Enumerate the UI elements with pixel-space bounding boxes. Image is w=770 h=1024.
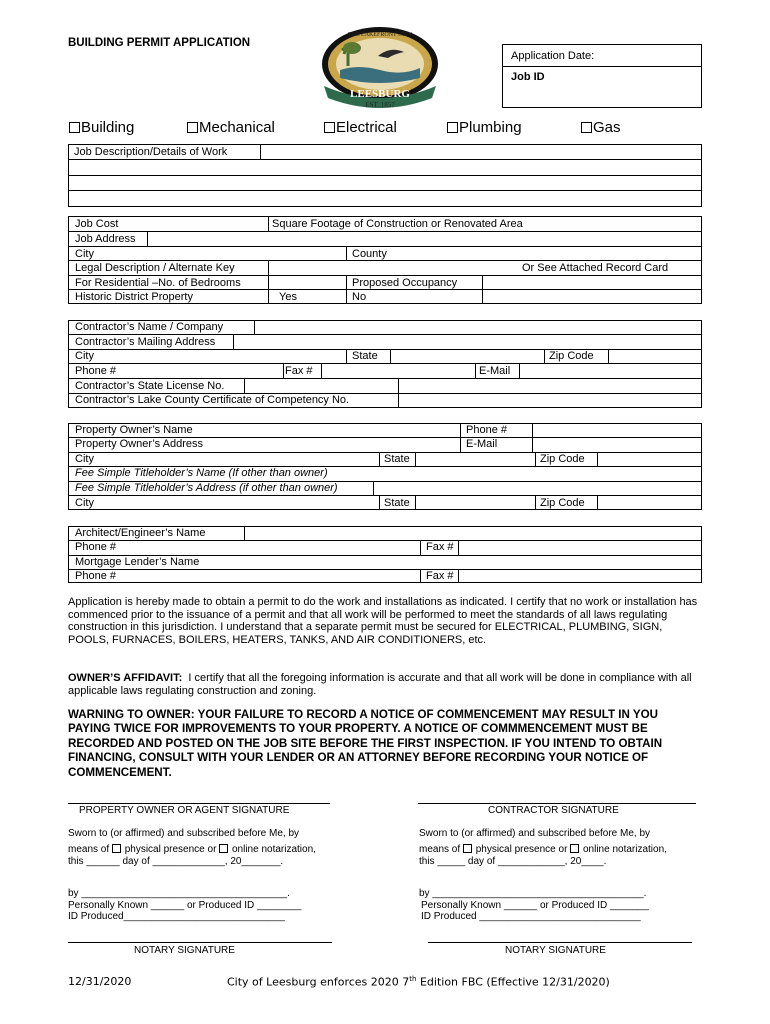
fee-simple-address-label: Fee Simple Titleholder’s Address (if other than owner)	[75, 482, 338, 494]
contractor-fax-label: Fax #	[285, 365, 313, 377]
contractor-state-label: State	[352, 350, 378, 362]
fee-city-label: City	[75, 497, 94, 509]
legal-description-label: Legal Description / Alternate Key	[75, 262, 235, 274]
owner-state-label: State	[384, 453, 410, 465]
historic-no-label: No	[352, 291, 367, 303]
lender-phone-label: Phone #	[75, 570, 116, 582]
notary-signature-line-left[interactable]	[68, 942, 332, 943]
online-notarization-checkbox-right[interactable]	[570, 844, 579, 853]
contractor-email-label: E-Mail	[479, 365, 511, 377]
checkbox-electrical[interactable]: Electrical	[324, 119, 397, 136]
by-left[interactable]: by _____________________________________.	[68, 888, 290, 899]
notice-of-commencement-warning: WARNING TO OWNER: YOUR FAILURE TO RECORD A NOTICE OF COMMENCEMENT MAY RESULT IN YOU PAYING TWICE FOR IMPROVEMENTS TO YOUR PROPERTY. A NOTICE OF COMMMENCEMENT MUST BE RECORDED AND POSTED ON THE JOB SITE BEFORE THE FIRST INSPECTION. IF YOU INTEND TO OBTAIN FINANCING, CONSULT WITH YOUR LENDER OR AN ATTORNEY BEFORE RECORDING YOUR NOTICE OF COMMENCEMENT.	[68, 708, 663, 779]
job-id-label: Job ID	[511, 71, 545, 83]
architect-fax-label: Fax #	[426, 541, 454, 553]
notary-signature-label-left: NOTARY SIGNATURE	[134, 945, 235, 956]
footer-code-statement: City of Leesburg enforces 2020 7th Edition FBC (Effective 12/31/2020)	[227, 975, 610, 989]
owner-city-label: City	[75, 453, 94, 465]
id-produced-right[interactable]: ID Produced _____________________________	[421, 911, 641, 922]
fee-state-label: State	[384, 497, 410, 509]
svg-text:EST. 1857: EST. 1857	[365, 101, 395, 108]
sworn-left: Sworn to (or affirmed) and subscribed before Me, by	[68, 828, 300, 839]
county-label: County	[352, 248, 387, 260]
physical-presence-checkbox-right[interactable]	[463, 844, 472, 853]
contractor-competency-label: Contractor’s Lake County Certificate of Competency No.	[75, 394, 350, 406]
this-day-right[interactable]: this _____ day of ____________, 20____.	[419, 856, 607, 867]
contractor-license-label: Contractor’s State License No.	[75, 380, 225, 392]
physical-presence-checkbox-left[interactable]	[112, 844, 121, 853]
see-attached-label: Or See Attached Record Card	[522, 262, 669, 274]
owner-zip-label: Zip Code	[540, 453, 585, 465]
owner-phone-label: Phone #	[466, 424, 507, 436]
fee-zip-label: Zip Code	[540, 497, 585, 509]
means-right: means of physical presence or online notarization,	[419, 844, 667, 855]
contractor-zip-label: Zip Code	[549, 350, 594, 362]
contractor-city-label: City	[75, 350, 94, 362]
contractor-mailing-label: Contractor’s Mailing Address	[75, 336, 216, 348]
city-seal-logo	[318, 26, 442, 108]
this-day-left[interactable]: this ______ day of _____________, 20_______.	[68, 856, 284, 867]
contractor-signature-label: CONTRACTOR SIGNATURE	[488, 805, 619, 816]
owner-address-label: Property Owner’s Address	[75, 438, 203, 450]
contractor-name-label: Contractor’s Name / Company	[75, 321, 224, 333]
svg-text:LEESBURG: LEESBURG	[350, 88, 410, 100]
job-city-label: City	[75, 248, 94, 260]
owner-signature-label: PROPERTY OWNER OR AGENT SIGNATURE	[79, 805, 290, 816]
square-footage-label: Square Footage of Construction or Renovated Area	[272, 218, 523, 230]
footer-date: 12/31/2020	[68, 975, 132, 988]
form-title: BUILDING PERMIT APPLICATION	[68, 37, 251, 49]
lender-name-label: Mortgage Lender’s Name	[75, 556, 200, 568]
historic-yes-label: Yes	[279, 291, 297, 303]
application-statement: Application is hereby made to obtain a permit to do the work and installations as indicated. I certify that no work or installation has commenced prior to the issuance of a permit and that all work will be performed to meet the standards of all laws regulating construction in this jurisdiction. I understand that a separate permit must be secured for ELECTRICAL, PLUMBING, SIGN, POOLS, FURNACES, BOILERS, HEATERS, TANKS, AND AIR CONDITIONERS, etc.	[68, 596, 698, 646]
historic-district-label: Historic District Property	[75, 291, 193, 303]
architect-phone-label: Phone #	[75, 541, 116, 553]
by-right[interactable]: by ______________________________________.	[419, 888, 647, 899]
job-cost-label: Job Cost	[75, 218, 119, 230]
personally-known-right[interactable]: Personally Known ______ or Produced ID _______	[421, 900, 649, 911]
owner-name-label: Property Owner’s Name	[75, 424, 193, 436]
means-left: means of physical presence or online notarization,	[68, 844, 316, 855]
application-date-label: Application Date:	[511, 50, 595, 62]
sworn-right: Sworn to (or affirmed) and subscribed before Me, by	[419, 828, 651, 839]
fee-simple-name-label: Fee Simple Titleholder’s Name (If other than owner)	[75, 467, 328, 479]
bedrooms-label: For Residential –No. of Bedrooms	[75, 277, 241, 289]
architect-name-label: Architect/Engineer’s Name	[75, 527, 206, 539]
proposed-occupancy-label: Proposed Occupancy	[352, 277, 458, 289]
checkbox-building[interactable]: Building	[69, 119, 134, 136]
notary-signature-label-right: NOTARY SIGNATURE	[505, 945, 606, 956]
job-description-label: Job Description/Details of Work	[74, 146, 228, 158]
checkbox-gas[interactable]: Gas	[581, 119, 621, 136]
lender-fax-label: Fax #	[426, 570, 454, 582]
checkbox-plumbing[interactable]: Plumbing	[447, 119, 522, 136]
notary-signature-line-right[interactable]	[428, 942, 692, 943]
owner-affidavit: OWNER’S AFFIDAVIT: I certify that all the foregoing information is accurate and that all work will be done in compliance with all applicable laws regulating construction and zoning.	[68, 672, 692, 697]
id-produced-left[interactable]: ID Produced_____________________________	[68, 911, 285, 922]
online-notarization-checkbox-left[interactable]	[219, 844, 228, 853]
svg-text:THE LAKEFRONT CITY: THE LAKEFRONT CITY	[347, 32, 413, 38]
owner-email-label: E-Mail	[466, 438, 498, 450]
checkbox-mechanical[interactable]: Mechanical	[187, 119, 275, 136]
personally-known-left[interactable]: Personally Known ______ or Produced ID ________	[68, 900, 302, 911]
job-address-label: Job Address	[75, 233, 136, 245]
contractor-phone-label: Phone #	[75, 365, 116, 377]
